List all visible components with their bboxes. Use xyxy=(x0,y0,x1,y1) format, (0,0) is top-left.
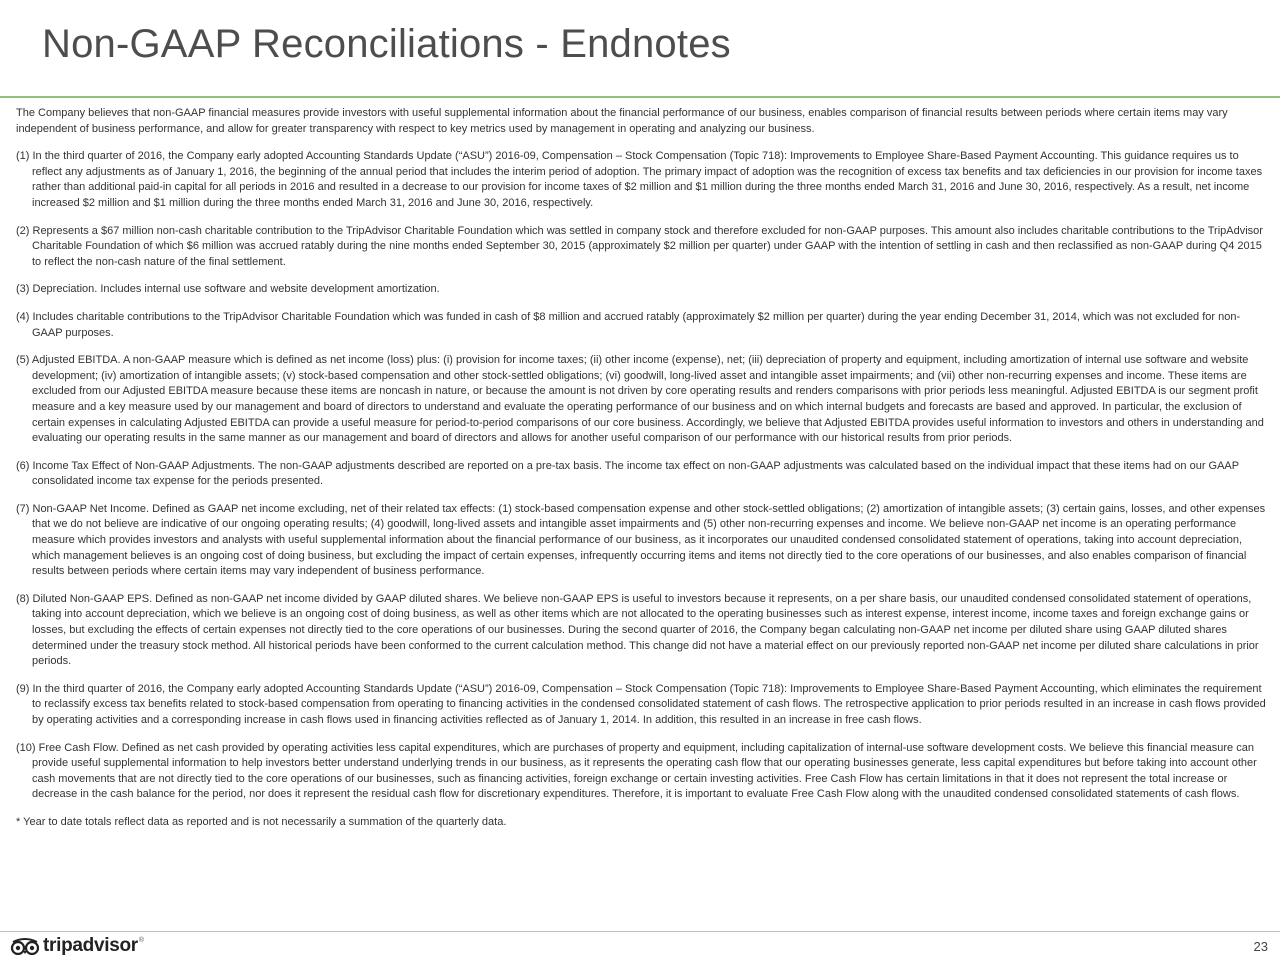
page-number: 23 xyxy=(1253,939,1268,954)
page-title: Non-GAAP Reconciliations - Endnotes xyxy=(42,22,731,66)
endnote-3: (3) Depreciation. Includes internal use software and website development amortization. xyxy=(16,283,440,296)
footnote: * Year to date totals reflect data as reported and is not necessarily a summation of the quarterly data. xyxy=(16,815,507,828)
endnote-5: (5) Adjusted EBITDA. A non-GAAP measure which is defined as net income (loss) plus: (i) provision for income taxes; (ii) other income (expense), net; (iii) depreciation of property and equipment, including amortization of internal use software and website development; (iv) amortization of intangible assets; (v) stock-based compensation and other stock-settled obligations; (vi) goodwill, long-lived asset and intangible asset impairments; and (vii) other non-recurring expenses and income. These items are excluded from our Adjusted EBITDA measure because these items are noncash in nature, or because the amount is not driven by core operating results and renders comparisons with prior periods less meaningful. Adjusted EBITDA is our segment profit measure and a key measure used by our management and board of directors to understand and evaluate the operating performance of our business and on which internal budgets and forecasts are based and approved. In particular, the exclusion of certain expenses in calculating Adjusted EBITDA can provide a useful measure for period-to-period comparisons of our core business. Accordingly, we believe that Adjusted EBITDA provides useful information to investors and others in understanding and evaluating our operating results in the same manner as our management and board of directors and allows for another useful comparison of our performance with our historical results from prior periods. xyxy=(16,354,1264,445)
owl-eyes-icon xyxy=(10,937,40,955)
registered-mark: ® xyxy=(138,937,145,944)
title-divider xyxy=(0,96,1280,98)
endnote-9: (9) In the third quarter of 2016, the Company early adopted Accounting Standards Update (“ASU”) 2016-09, Compensation – Stock Compensation (Topic 718): Improvements to Employee Share-Based Payment Accounting, which eliminates the requirement to reclassify excess tax benefits related to stock-based compensation from operating to financing activities in the condensed consolidated statement of cash flows. The retrospective application to prior periods resulted in an increase in cash flows provided by operating activities and a corresponding increase in cash flows used in financing activities reflected as of January 1, 2014. In addition, this resulted in an increase in free cash flows. xyxy=(16,682,1266,726)
endnote-8: (8) Diluted Non-GAAP EPS. Defined as non-GAAP net income divided by GAAP diluted shares. We believe non-GAAP EPS is useful to investors because it represents, on a per share basis, our unaudited condensed consolidated statement of operations, taking into account depreciation, which we believe is an ongoing cost of doing business, as well as other items which are not allocated to the operating businesses such as interest expense, interest income, income taxes and foreign exchange gains or losses, but excluding the effects of certain expenses not directly tied to the core operations of our businesses. During the second quarter of 2016, the Company began calculating non-GAAP net income per diluted share using GAAP diluted shares determined under the treasury stock method. All historical periods have been conformed to the current calculation method. This change did not have a material effect on our previously reported non-GAAP net income per diluted share calculations in prior periods. xyxy=(16,592,1259,668)
tripadvisor-logo xyxy=(10,935,144,957)
endnote-10: (10) Free Cash Flow. Defined as net cash provided by operating activities less capital expenditures, which are purchases of property and equipment, including capitalization of internal-use software development costs. We believe this financial measure can provide useful supplemental information to help investors better understand underlying trends in our business, as it represents the operating cash flow that our operating businesses generate, less capital expenditures but before taking into account other cash movements that are not directly tied to the core operations of our businesses, such as financing activities, foreign exchange or certain investing activities. Free Cash Flow has certain limitations in that it does not represent the total increase or decrease in the cash balance for the period, nor does it represent the residual cash flow for discretionary expenditures. Therefore, it is important to evaluate Free Cash Flow along with the unaudited condensed consolidated statements of cash flows. xyxy=(16,741,1257,801)
logo-wordmark: tripadvisor xyxy=(43,935,138,956)
endnote-6: (6) Income Tax Effect of Non-GAAP Adjustments. The non-GAAP adjustments described are reported on a pre-tax basis. The income tax effect on non-GAAP adjustments was calculated based on the individual impact that these items had on our GAAP consolidated income tax expense for the periods presented. xyxy=(16,459,1239,488)
endnote-4: (4) Includes charitable contributions to the TripAdvisor Charitable Foundation which was funded in cash of $8 million and accrued ratably (approximately $2 million per quarter) during the year ending December 31, 2014, which was not excluded for non-GAAP purposes. xyxy=(16,310,1241,339)
endnote-7: (7) Non-GAAP Net Income. Defined as GAAP net income excluding, net of their related tax effects: (1) stock-based compensation expense and other stock-settled obligations; (2) amortization of intangible assets; (3) certain gains, losses, and other expenses that we do not believe are indicative of our ongoing operating results; (4) goodwill, long-lived assets and intangible asset impairments and (5) other non-recurring expenses and income. We believe non-GAAP net income is an operating performance measure which provides investors and analysts with useful supplemental information about the financial performance of our business, as it incorporates our unaudited condensed consolidated statement of operations, taking into account depreciation, which management believes is an ongoing cost of doing business, but excluding the impact of certain expenses, infrequently occurring items and items not directly tied to the core operations of our businesses, and also enables comparison of financial results between periods where certain items may vary independent of business performance. xyxy=(16,502,1266,578)
endnotes-body xyxy=(16,106,1266,843)
endnote-1: (1) In the third quarter of 2016, the Company early adopted Accounting Standards Update (“ASU”) 2016-09, Compensation – Stock Compensation (Topic 718): Improvements to Employee Share-Based Payment Accounting. This guidance requires us to reflect any adjustments as of January 1, 2016, the beginning of the annual period that includes the interim period of adoption. The primary impact of adoption was the recognition of excess tax benefits and tax deficiencies in our provision for income taxes rather than additional paid-in capital for all periods in 2016 and resulted in a decrease to our provision for income taxes of $2 million and $1 million during the three months ended March 31, 2016 and June 30, 2016, respectively. As a result, net income increased $2 million and $1 million during the three months ended March 31, 2016 and June 30, 2016, respectively. xyxy=(16,150,1263,209)
intro-paragraph: The Company believes that non-GAAP financial measures provide investors with useful supplemental information about the financial performance of our business, enables comparison of financial results between periods where certain items may vary independent of business performance, and allow for greater transparency with respect to key metrics used by management in operating and analyzing our business. xyxy=(16,107,1228,135)
footer-divider xyxy=(0,931,1280,932)
endnote-2: (2) Represents a $67 million non-cash charitable contribution to the TripAdvisor Charitable Foundation which was settled in company stock and therefore excluded for non-GAAP purposes. This amount also includes charitable contributions to the TripAdvisor Charitable Foundation of which $6 million was accrued ratably during the nine months ended September 30, 2015 (approximately $2 million per quarter) under GAAP with the intention of settling in cash and then reclassified as non-GAAP during Q4 2015 to reflect the non-cash nature of the final settlement. xyxy=(16,224,1263,268)
